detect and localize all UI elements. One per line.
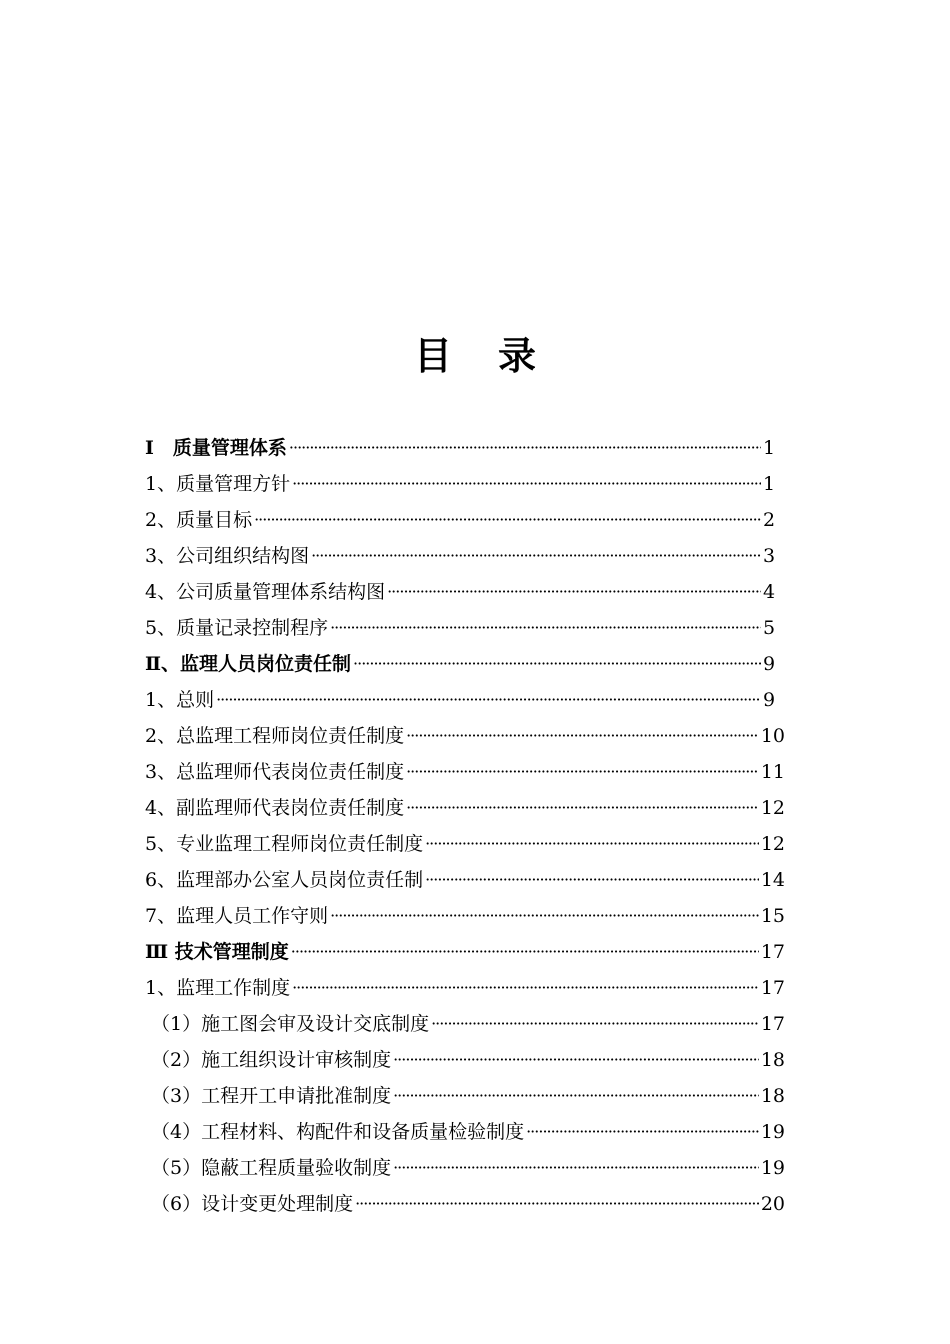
table-of-contents bbox=[145, 430, 785, 1222]
toc-page-number: 2 bbox=[763, 509, 776, 531]
title-char-1: 目 bbox=[413, 333, 452, 378]
toc-entry[interactable] bbox=[145, 1042, 785, 1078]
toc-entry-label: 1、监理工作制度 bbox=[145, 977, 291, 999]
toc-section-entry[interactable] bbox=[145, 646, 785, 682]
toc-entry-label: （1）施工图会审及设计交底制度 bbox=[151, 1013, 430, 1035]
toc-leader-dots bbox=[387, 574, 761, 610]
toc-leader-dots bbox=[353, 646, 761, 682]
toc-entry-label: Ⅲ 技术管理制度 bbox=[145, 941, 289, 963]
toc-entry[interactable] bbox=[145, 718, 785, 754]
toc-page-number: 18 bbox=[760, 1085, 785, 1107]
toc-page-number: 19 bbox=[760, 1157, 785, 1179]
toc-entry[interactable] bbox=[145, 790, 785, 826]
toc-page-number: 5 bbox=[763, 617, 776, 639]
toc-entry[interactable] bbox=[145, 898, 785, 934]
toc-page-number: 9 bbox=[763, 689, 776, 711]
toc-entry[interactable] bbox=[145, 1114, 785, 1150]
toc-page-number: 17 bbox=[760, 1013, 785, 1035]
toc-entry-label: （3）工程开工申请批准制度 bbox=[151, 1085, 392, 1107]
toc-leader-dots bbox=[406, 754, 759, 790]
toc-entry[interactable] bbox=[145, 862, 785, 898]
toc-page-number: 1 bbox=[763, 437, 776, 459]
toc-entry-label: 3、公司组织结构图 bbox=[145, 545, 310, 567]
toc-page-number: 19 bbox=[760, 1121, 785, 1143]
toc-entry-label: （4）工程材料、构配件和设备质量检验制度 bbox=[151, 1121, 525, 1143]
toc-entry[interactable] bbox=[145, 1150, 785, 1186]
toc-page-number: 10 bbox=[760, 725, 785, 747]
toc-leader-dots bbox=[292, 970, 759, 1006]
toc-page-number: 4 bbox=[763, 581, 776, 603]
toc-entry-label: 4、公司质量管理体系结构图 bbox=[145, 581, 386, 603]
toc-entry-label: Ⅰ 质量管理体系 bbox=[145, 437, 287, 459]
toc-leader-dots bbox=[393, 1078, 759, 1114]
toc-entry[interactable] bbox=[145, 466, 785, 502]
toc-leader-dots bbox=[425, 826, 759, 862]
toc-page-number: 20 bbox=[760, 1193, 785, 1215]
toc-leader-dots bbox=[406, 718, 759, 754]
toc-entry[interactable] bbox=[145, 970, 785, 1006]
toc-leader-dots bbox=[355, 1186, 759, 1222]
toc-entry[interactable] bbox=[145, 574, 785, 610]
toc-entry-label: 4、副监理师代表岗位责任制度 bbox=[145, 797, 405, 819]
toc-entry-label: 1、质量管理方针 bbox=[145, 473, 291, 495]
toc-page-number: 3 bbox=[763, 545, 776, 567]
toc-leader-dots bbox=[393, 1150, 759, 1186]
toc-entry[interactable] bbox=[145, 610, 785, 646]
toc-entry[interactable] bbox=[145, 538, 785, 574]
toc-leader-dots bbox=[216, 682, 761, 718]
toc-page-number: 14 bbox=[760, 869, 785, 891]
toc-entry-label: 2、总监理工程师岗位责任制度 bbox=[145, 725, 405, 747]
page-title bbox=[0, 330, 950, 382]
toc-entry-label: （2）施工组织设计审核制度 bbox=[151, 1049, 392, 1071]
toc-page-number: 15 bbox=[760, 905, 785, 927]
toc-leader-dots bbox=[330, 898, 759, 934]
toc-leader-dots bbox=[431, 1006, 759, 1042]
toc-page-number: 12 bbox=[760, 833, 785, 855]
toc-entry-label: 3、总监理师代表岗位责任制度 bbox=[145, 761, 405, 783]
toc-page-number: 1 bbox=[763, 473, 776, 495]
toc-leader-dots bbox=[311, 538, 761, 574]
toc-section-entry[interactable] bbox=[145, 934, 785, 970]
toc-entry-label: 2、质量目标 bbox=[145, 509, 253, 531]
toc-page-number: 11 bbox=[760, 761, 785, 783]
toc-entry-label: （6）设计变更处理制度 bbox=[151, 1193, 354, 1215]
toc-entry[interactable] bbox=[145, 682, 785, 718]
toc-section-entry[interactable] bbox=[145, 430, 785, 466]
toc-leader-dots bbox=[406, 790, 759, 826]
toc-leader-dots bbox=[291, 934, 759, 970]
title-char-2: 录 bbox=[498, 333, 537, 378]
toc-entry-label: Ⅱ、监理人员岗位责任制 bbox=[145, 653, 352, 675]
toc-leader-dots bbox=[254, 502, 761, 538]
toc-entry[interactable] bbox=[145, 1006, 785, 1042]
toc-entry-label: 5、专业监理工程师岗位责任制度 bbox=[145, 833, 424, 855]
toc-page-number: 17 bbox=[760, 977, 785, 999]
toc-entry[interactable] bbox=[145, 754, 785, 790]
toc-leader-dots bbox=[425, 862, 759, 898]
toc-entry[interactable] bbox=[145, 1186, 785, 1222]
toc-entry[interactable] bbox=[145, 502, 785, 538]
toc-page-number: 9 bbox=[763, 653, 776, 675]
toc-page-number: 12 bbox=[760, 797, 785, 819]
toc-entry-label: 6、监理部办公室人员岗位责任制 bbox=[145, 869, 424, 891]
toc-leader-dots bbox=[330, 610, 761, 646]
toc-entry-label: 5、质量记录控制程序 bbox=[145, 617, 329, 639]
toc-entry-label: 1、总则 bbox=[145, 689, 215, 711]
toc-entry-label: 7、监理人员工作守则 bbox=[145, 905, 329, 927]
toc-leader-dots bbox=[289, 430, 761, 466]
toc-page-number: 17 bbox=[760, 941, 785, 963]
toc-leader-dots bbox=[292, 466, 761, 502]
toc-leader-dots bbox=[393, 1042, 759, 1078]
toc-entry[interactable] bbox=[145, 826, 785, 862]
toc-entry[interactable] bbox=[145, 1078, 785, 1114]
toc-page-number: 18 bbox=[760, 1049, 785, 1071]
toc-leader-dots bbox=[526, 1114, 759, 1150]
toc-entry-label: （5）隐蔽工程质量验收制度 bbox=[151, 1157, 392, 1179]
